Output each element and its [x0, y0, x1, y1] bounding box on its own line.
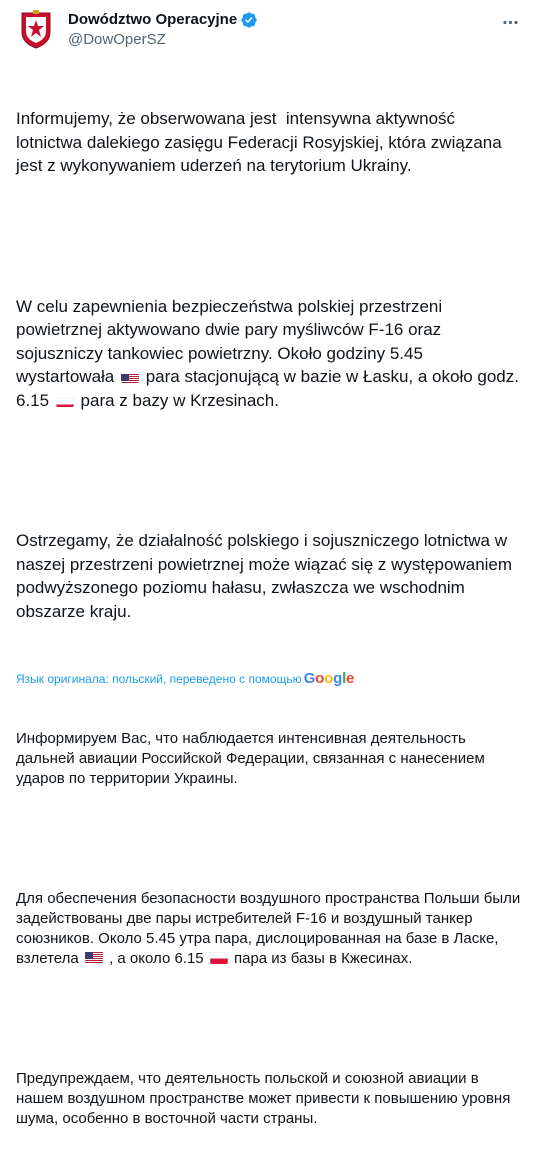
translated-p2-part2: , а около 6.15	[104, 950, 208, 967]
us-flag-icon	[85, 951, 103, 964]
google-letter: G	[303, 670, 316, 687]
translated-p2-part3: пара из базы в Кжесинах.	[229, 950, 413, 967]
translated-paragraph-2	[16, 889, 525, 969]
translated-paragraph-3: Предупреждаем, что деятельность польской и союзной авиации в нашем воздушном пространстве может привести к повышению уровня шума, особенно в восточной части страны.	[16, 1070, 515, 1127]
original-paragraph-2	[16, 295, 522, 413]
display-name[interactable]: Dowództwo Operacyjne	[68, 11, 238, 28]
translation-note[interactable]: Язык оригинала: польский, переведено с помощью	[16, 672, 302, 686]
avatar[interactable]	[16, 10, 56, 50]
translated-p2-part1: Для обеспечения безопасности воздушного пространства Польши были задействованы две пары истребителей F-16 и воздушный танкер союзников. Около 5.45 утра пара, дислоцированная на базе в Ласке, взлетела	[16, 890, 525, 967]
google-letter: e	[346, 670, 355, 687]
original-p2-part2: para stacjonującą w bazie w Łasku, a około godz. 6.15	[16, 367, 524, 410]
poland-flag-icon	[210, 951, 228, 964]
more-options-button[interactable]	[498, 10, 522, 34]
tweet-header	[16, 8, 522, 56]
translation-attribution[interactable]	[16, 670, 522, 688]
tweet-original-text	[16, 60, 522, 670]
google-letter: l	[342, 670, 347, 687]
google-letter: o	[315, 670, 325, 687]
google-logo	[304, 670, 355, 688]
translated-paragraph-1: Информируем Вас, что наблюдается интенсивная деятельность дальней авиации Российской Федерации, связанная с нанесением ударов по территории Украины.	[16, 730, 489, 787]
author-handle[interactable]: @DowOperSZ	[68, 31, 166, 48]
original-paragraph-3: Ostrzegamy, że działalność polskiego i sojuszniczego lotnictwa w naszej przestrzeni powietrznej może wiązać się z występowaniem podwyższonego poziomu hałasu, zwłaszcza we wschodnim obszarze kraju.	[16, 531, 517, 621]
poland-flag-icon	[56, 394, 74, 407]
us-flag-icon	[121, 370, 139, 383]
google-letter: o	[324, 670, 334, 687]
name-row	[68, 10, 258, 30]
verified-badge-icon	[240, 11, 258, 29]
original-p2-part3: para z bazy w Krzesinach.	[75, 390, 279, 410]
military-emblem-icon	[19, 10, 53, 50]
google-letter: g	[333, 670, 343, 687]
author-names	[68, 10, 258, 50]
more-options-icon	[501, 13, 520, 32]
tweet-translated-text	[16, 689, 525, 1166]
original-paragraph-1: Informujemy, że obserwowana jest intensywna aktywność lotnictwa dalekiego zasięgu Federacji Rosyjskiej, która związana jest z wykonywaniem uderzeń na terytorium Ukrainy.	[16, 109, 507, 175]
original-p2-part1: W celu zapewnienia bezpieczeństwa polskiej przestrzeni powietrznej aktywowano dwie pary myśliwców F-16 oraz sojuszniczy tankowiec powietrzny. Około godziny 5.45 wystartowała	[16, 296, 447, 386]
